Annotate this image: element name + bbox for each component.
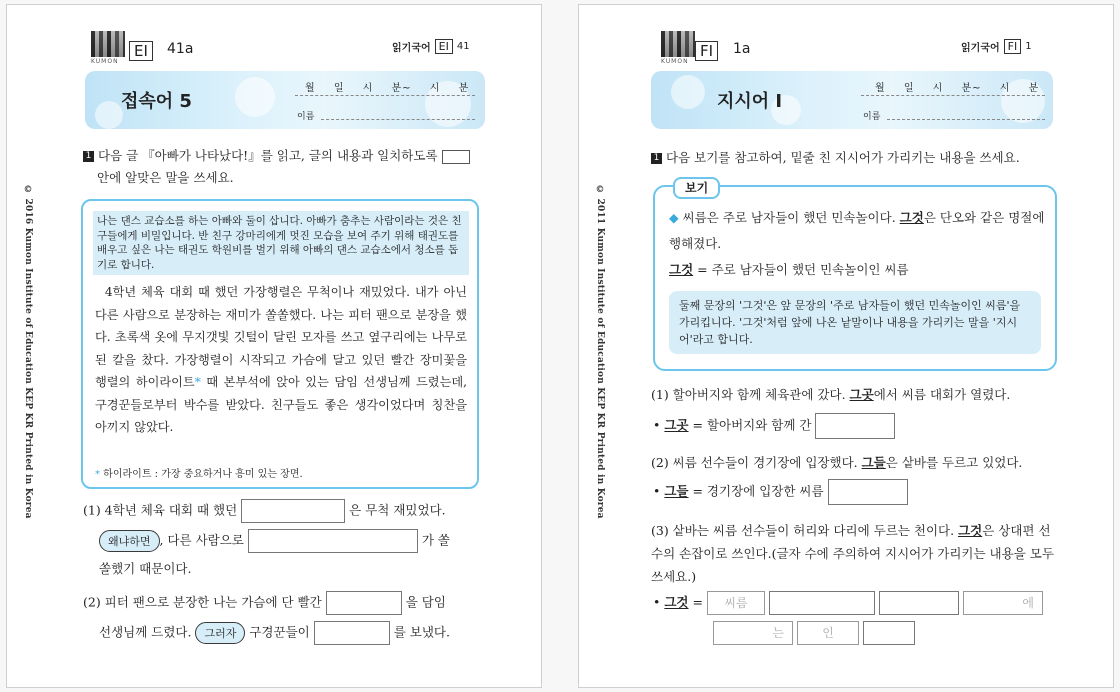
footnote: * 하이라이트 : 가장 중요하거나 흥미 있는 장면. xyxy=(95,469,303,480)
sub-question-1-cont: 왜냐하면 , 다른 사람으로 가 쏠 xyxy=(99,529,450,553)
sub-question-2-cont: 선생님께 드렸다. 그러자 구경꾼들이 를 보냈다. xyxy=(99,621,450,645)
story-box xyxy=(81,199,479,489)
date-time-field: 월 일 시 분~ 시 분 xyxy=(305,83,470,94)
answer-row-2: • 그들 = 경기장에 입장한 씨름 xyxy=(653,479,908,505)
left-worksheet-page xyxy=(6,4,542,688)
problem-2: (2) 씨름 선수들이 경기장에 입장했다. 그들은 샅바를 두르고 있었다. xyxy=(651,455,1023,470)
story-body: 4학년 체육 대회 때 했던 가장행렬은 무척이나 재밌었다. 내가 아닌 다른 사람으로 분장하는 재미가 쏠쏠했다. 나는 피터 팬으로 분장을 했다. 초록색 옷에 무지갯빛 깃털이 달린 모자를 쓰고 옆구리에는 나무로 된 칼을 찼다. 가장행렬이 시작되고 가슴에 달고 있던 빨간 장미꽃을 행렬의 하이라이트* 때 본부석에 앉아 있는 담임 선생님께 드렸는데, 구경꾼들로부터 박수를 받았다. 친구들도 좋은 생각이었다며 칭찬을 아끼지 않았다. xyxy=(95,285,468,434)
answer-row-3-cont xyxy=(713,621,915,645)
page-label: 1a xyxy=(733,41,751,57)
answer-input-1b[interactable] xyxy=(248,529,418,553)
sub-question-2: (2) 피터 팬으로 분장한 나는 가슴에 단 빨간 을 담임 xyxy=(83,591,446,615)
sub-question-1-end: 쏠했기 때문이다. xyxy=(99,561,192,576)
answer-input-3a[interactable] xyxy=(769,591,875,615)
guide-box-ssireum: 씨름 xyxy=(707,591,765,615)
answer-input-1a[interactable] xyxy=(241,499,345,523)
level-code: FI xyxy=(695,41,718,61)
guide-box-in: 인 xyxy=(797,621,859,645)
right-worksheet-page xyxy=(578,4,1114,688)
conjunction-pill: 왜냐하면 xyxy=(99,530,160,552)
story-intro: 나는 댄스 교습소를 하는 아빠와 둘이 삽니다. 아빠가 춤추는 사람이라는 것은 친구들에게 비밀입니다. 반 친구 강마리에게 멋진 모습을 보여 주기 위해 태권도를 배우고 싶은 나는 태권도 학원비를 벌기 위해 아빠의 댄스 교습소에서 청소를 돕기로 합니다. xyxy=(93,211,469,275)
level-code: EI xyxy=(129,41,153,61)
answer-input-1[interactable] xyxy=(815,413,895,439)
answer-row-1: • 그곳 = 할아버지와 함께 간 xyxy=(653,413,895,439)
answer-input-3b[interactable] xyxy=(879,591,959,615)
question-1: 1 다음 글 『아빠가 나타났다!』를 읽고, 글의 내용과 일치하도록 안에 알맞은 말을 쓰세요. xyxy=(83,145,483,189)
copyright-text: © 2016 Kumon Institute of Education KEP KR Printed in Korea xyxy=(23,185,33,519)
answer-input-2[interactable] xyxy=(828,479,908,505)
problem-3: (3) 샅바는 씨름 선수들이 허리와 다리에 두르는 천이다. 그것은 상대편 선수의 손잡이로 쓰인다.(글자 수에 주의하여 지시어가 가리키는 내용을 모두 쓰세요.) xyxy=(651,523,1054,584)
date-time-field: 월 일 시 분~ 시 분 xyxy=(875,83,1040,94)
copyright-text: © 2011 Kumon Institute of Education KEP KR Printed in Korea xyxy=(595,185,605,519)
answer-input-2a[interactable] xyxy=(326,591,402,615)
page-title: 접속어 5 xyxy=(121,91,192,112)
answer-box-sample xyxy=(442,150,470,164)
kumon-logo: KUMON xyxy=(91,31,127,65)
example-tag: 보기 xyxy=(673,177,720,199)
answer-row-3: • 그것 = 씨름 에 xyxy=(653,591,1043,615)
question-1: 1 다음 보기를 참고하여, 밑줄 친 지시어가 가리키는 내용을 쓰세요. xyxy=(651,147,1061,169)
example-box xyxy=(653,181,1057,371)
sub-question-1: (1) 4학년 체육 대회 때 했던 은 무척 재밌었다. xyxy=(83,499,446,523)
name-label: 이름 xyxy=(297,112,315,122)
kumon-logo: KUMON xyxy=(661,31,697,65)
page-label: 41a xyxy=(167,41,194,57)
example-explanation: 둘째 문장의 '그것'은 앞 문장의 '주로 남자들이 했던 민속놀이인 씨름'을 가리킵니다. '그것'처럼 앞에 나온 낱말이나 내용을 가리키는 말을 '지시어'라고 합니다. xyxy=(669,291,1041,354)
guide-box-e: 에 xyxy=(963,591,1043,615)
answer-input-2b[interactable] xyxy=(314,621,390,645)
conjunction-pill: 그러자 xyxy=(195,622,245,644)
guide-box-neun: 는 xyxy=(713,621,793,645)
name-label: 이름 xyxy=(863,112,881,122)
problem-1: (1) 할아버지와 함께 체육관에 갔다. 그곳에서 씨름 대회가 열렸다. xyxy=(651,387,1011,402)
answer-input-3c[interactable] xyxy=(863,621,915,645)
title-banner xyxy=(85,71,485,129)
header-series: 읽기국어 EI 41 xyxy=(392,40,470,54)
example-text: ◆ 씨름은 주로 남자들이 했던 민속놀이다. 그것은 단오와 같은 명절에 행해졌다. 그것 = 주로 남자들이 했던 민속놀이인 씨름 xyxy=(669,210,1045,277)
header-series: 읽기국어 FI 1 xyxy=(961,40,1032,54)
title-banner xyxy=(651,71,1053,129)
page-title: 지시어 Ⅰ xyxy=(717,91,783,112)
